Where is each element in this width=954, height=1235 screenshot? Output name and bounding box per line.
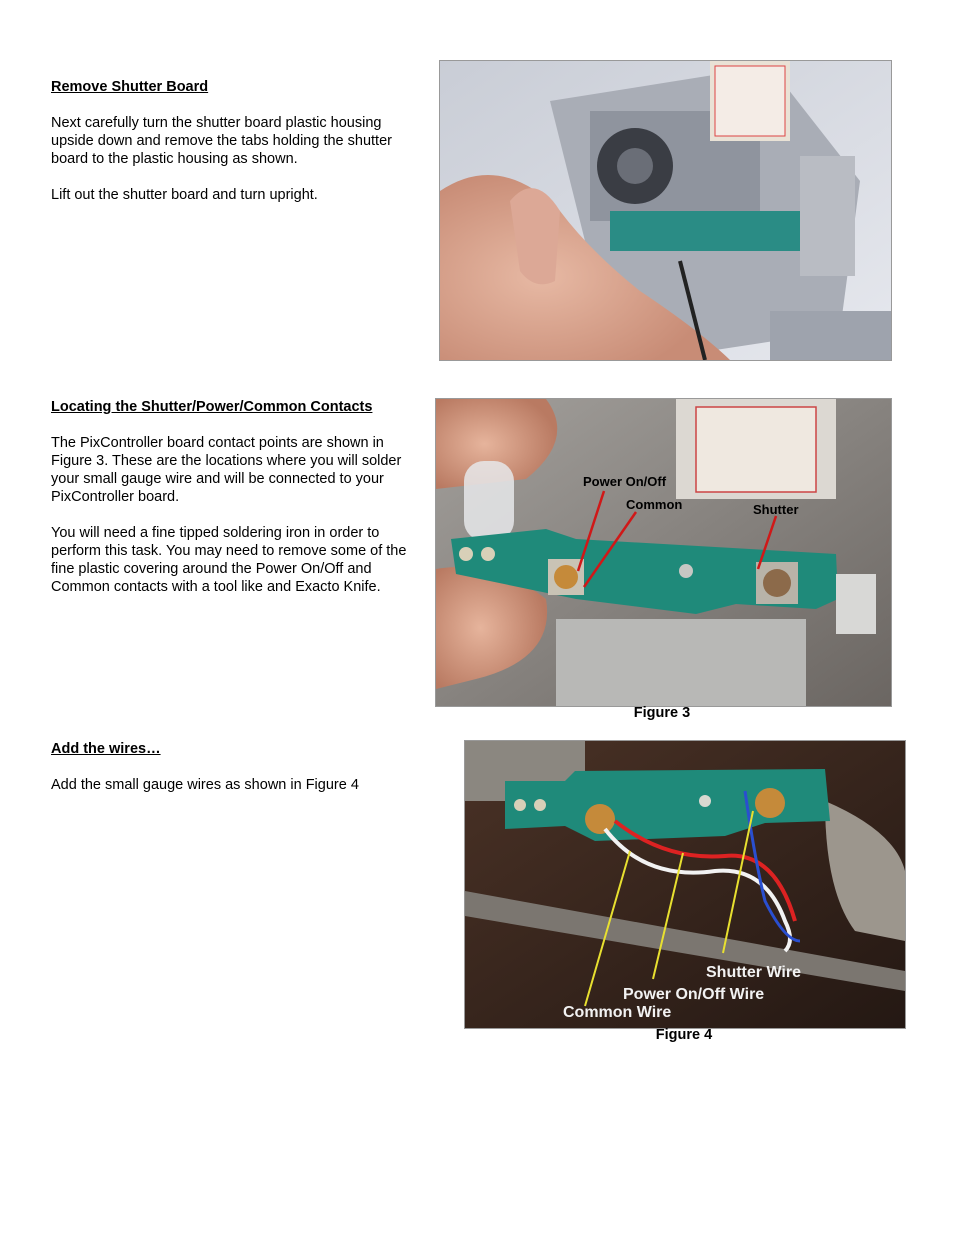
section-heading: Locating the Shutter/Power/Common Contacts	[51, 399, 373, 415]
paragraph: The PixController board contact points are shown in Figure 3. These are the locations where you will solder your small gauge wire and will be connected to your PixController board.	[51, 435, 402, 505]
label-shutter-wire: Shutter Wire	[706, 964, 801, 981]
section-remove-shutter-board	[51, 78, 421, 222]
paragraph: You will need a fine tipped soldering iron in order to perform this task. You may need to remove some of the fine plastic covering around the Power On/Off and Common contacts with a tool like and Exacto Knife.	[51, 525, 407, 595]
figure-4-caption: Figure 4	[655, 1027, 713, 1043]
label-power-on-off: Power On/Off	[583, 474, 667, 489]
label-common-wire: Common Wire	[563, 1004, 672, 1021]
paragraph: Add the small gauge wires as shown in Figure 4	[51, 777, 359, 793]
section-add-wires	[51, 740, 421, 812]
paragraph: Lift out the shutter board and turn upright.	[51, 187, 318, 203]
section-heading: Add the wires…	[51, 741, 161, 757]
paragraph: Next carefully turn the shutter board plastic housing upside down and remove the tabs holding the shutter board to the plastic housing as shown.	[51, 115, 392, 167]
figure-3-caption: Figure 3	[633, 705, 691, 721]
section-heading: Remove Shutter Board	[51, 79, 209, 95]
label-shutter: Shutter	[753, 502, 799, 517]
figure-4-photo	[464, 740, 906, 1029]
section-locating-contacts	[51, 398, 421, 614]
figure-3-photo	[435, 398, 892, 707]
label-power-on-off-wire: Power On/Off Wire	[623, 986, 765, 1003]
photo-shutter-board-removal	[439, 60, 892, 361]
label-common: Common	[626, 497, 683, 512]
